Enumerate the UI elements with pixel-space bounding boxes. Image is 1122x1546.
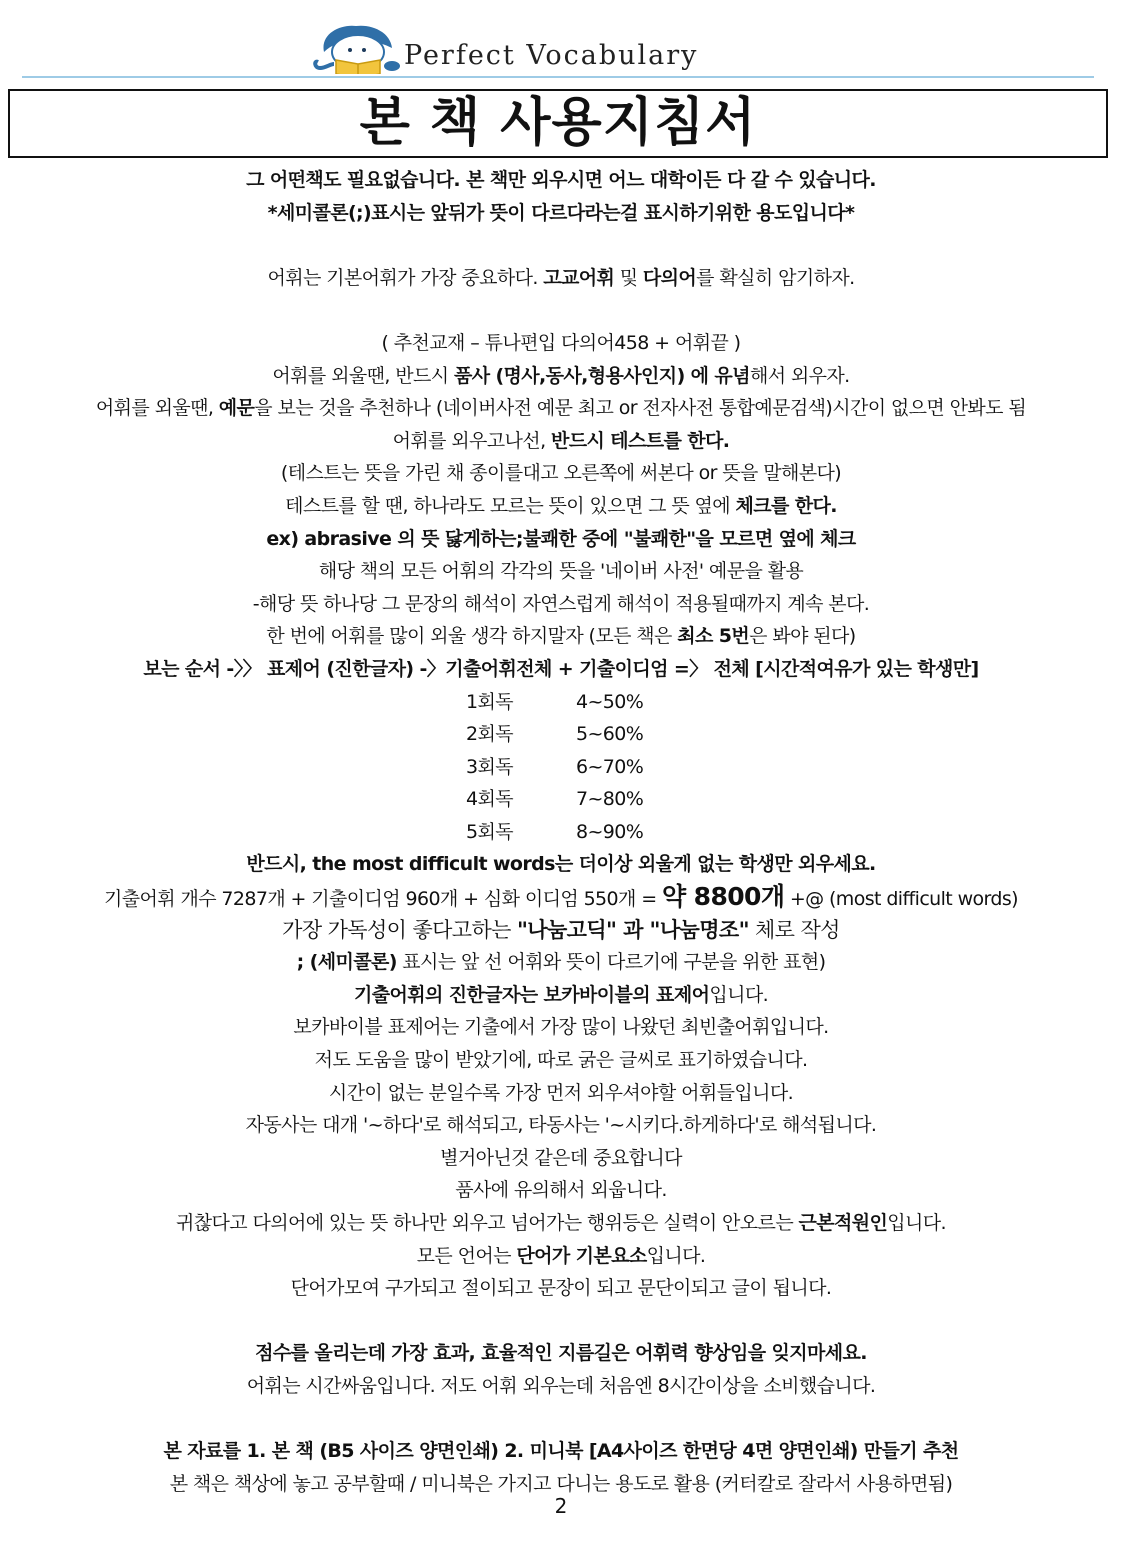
font-line: 가장 가독성이 좋다고하는 "나눔고딕" 과 "나눔명조" 체로 작성 [282,917,840,942]
part-of-speech-line: 어휘를 외울땐, 반드시 품사 (명사,동사,형용사인지) 에 유념해서 외우자. [272,364,850,387]
header-divider [22,76,1094,78]
reading-round-row: 5회독 8~90% [466,820,644,843]
check-line: 테스트를 할 땐, 하나라도 모르는 뜻이 있으면 그 뜻 옆에 체크를 한다. [285,494,837,517]
semicolon-explanation-line: ; (세미콜론) 표시는 앞 선 어휘와 뜻이 다르기에 구분을 위한 표현) [296,951,826,974]
pos-note-line: 품사에 유의해서 외웁니다. [455,1179,667,1202]
reading-round-row: 3회독 6~70% [466,755,644,778]
page-title: 본 책 사용지침서 [359,93,757,153]
priority-line: 시간이 없는 분일수록 가장 먼저 외우셔야할 어휘들입니다. [328,1081,794,1104]
example-check-line: ex) abrasive 의 뜻 닳게하는;불쾌한 중에 "불쾌한"을 모르면 옆에 체크 [266,527,856,550]
score-tip-line: 점수를 올리는데 가장 효과, 효율적인 지름길은 어휘력 향상임을 잊지마세요. [255,1342,867,1365]
verb-type-line: 자동사는 대개 '~하다'로 해석되고, 타동사는 '~시키다.하게하다'로 해석됩니다. [245,1114,877,1137]
language-structure-line: 단어가모여 구가되고 절이되고 문장이 되고 문단이되고 글이 됩니다. [290,1277,832,1300]
logo-text: Perfect Vocabulary [404,40,699,71]
test-method-line: (테스트는 뜻을 가린 채 종이를대고 오른쪽에 써본다 or 뜻을 말해본다) [280,462,842,485]
most-difficult-words-line: 반드시, the most difficult words는 더이상 외울게 없는 학생만 외우세요. [246,853,876,876]
recommended-books: ( 추천교재 – 튜나편입 다의어458 + 어휘끝 ) [381,331,741,354]
reading-round-row: 2회독 5~60% [466,723,644,746]
page-number: 2 [554,1494,568,1518]
word-count-line: 기출어휘 개수 7287개 + 기출이디엄 960개 + 심화 이디엄 550개 = 약 8800개 +@ (most difficult words) [103,882,1018,912]
minimum-reads-line: 한 번에 어휘를 많이 외울 생각 하지말자 (모든 책은 최소 5번은 봐야 된다) [266,625,856,648]
naver-dictionary-line: 해당 책의 모든 어휘의 각각의 뜻을 '네이버 사전' 예문을 활용 [318,560,804,583]
test-line: 어휘를 외우고나선, 반드시 테스트를 한다. [392,429,730,452]
word-basic-element-line: 모든 언어는 단어가 기본요소입니다. [416,1244,706,1267]
reading-round-row: 4회독 7~80% [466,788,644,811]
basic-vocab-line: 어휘는 기본어휘가 가장 중요하다. 고교어휘 및 다의어를 확실히 암기하자. [267,266,855,289]
intro-line: 그 어떤책도 필요없습니다. 본 책만 외우시면 어느 대학이든 다 갈 수 있습니다. [246,169,876,191]
example-sentence-line: 어휘를 외울땐, 예문을 보는 것을 추천하나 (네이버사전 예문 최고 or 전자사전 통합예문검색)시간이 없으면 안봐도 됨 [95,397,1027,420]
reading-order-line: 보는 순서 -〉〉 표제어 (진한글자) -〉기출어휘전체 + 기출이디엄 =〉 전체 [시간적여유가 있는 학생만] [143,657,979,680]
headword-frequency-line: 보카바이블 표제어는 기출에서 가장 많이 나왔던 최빈출어휘입니다. [293,1016,829,1039]
mascot-reading-book-icon [310,22,402,74]
semicolon-note: *세미콜론(;)표시는 앞뒤가 뜻이 다르다라는걸 표시하기위한 용도입니다* [267,201,855,224]
usage-line: 본 책은 책상에 놓고 공부할때 / 미니북은 가지고 다니는 용도로 활용 (커터칼로 잘라서 사용하면됨) [169,1472,953,1495]
bold-headword-line: 기출어휘의 진한글자는 보카바이블의 표제어입니다. [353,983,769,1006]
guide-content [20,164,1102,1500]
important-line: 별거아닌것 같은데 중요합니다 [440,1146,682,1169]
bold-note-line: 저도 도움을 많이 받았기에, 따로 굵은 글씨로 표기하였습니다. [314,1049,808,1072]
page-header [0,22,1122,78]
print-recommendation-line: 본 자료를 1. 본 책 (B5 사이즈 양면인쇄) 2. 미니북 [A4사이즈 한면당 4면 양면인쇄) 만들기 추천 [163,1440,959,1463]
time-line: 어휘는 시간싸움입니다. 저도 어휘 외우는데 처음엔 8시간이상을 소비했습니다. [246,1374,876,1397]
title-box [8,89,1108,158]
root-cause-line: 귀찮다고 다의어에 있는 뜻 하나만 외우고 넘어가는 행위등은 실력이 안오르는 근본적원인입니다. [175,1212,946,1234]
reading-round-row: 1회독 4~50% [466,690,644,713]
read-until-natural-line: -해당 뜻 하나당 그 문장의 해석이 자연스럽게 해석이 적용될때까지 계속 본다. [252,592,870,615]
